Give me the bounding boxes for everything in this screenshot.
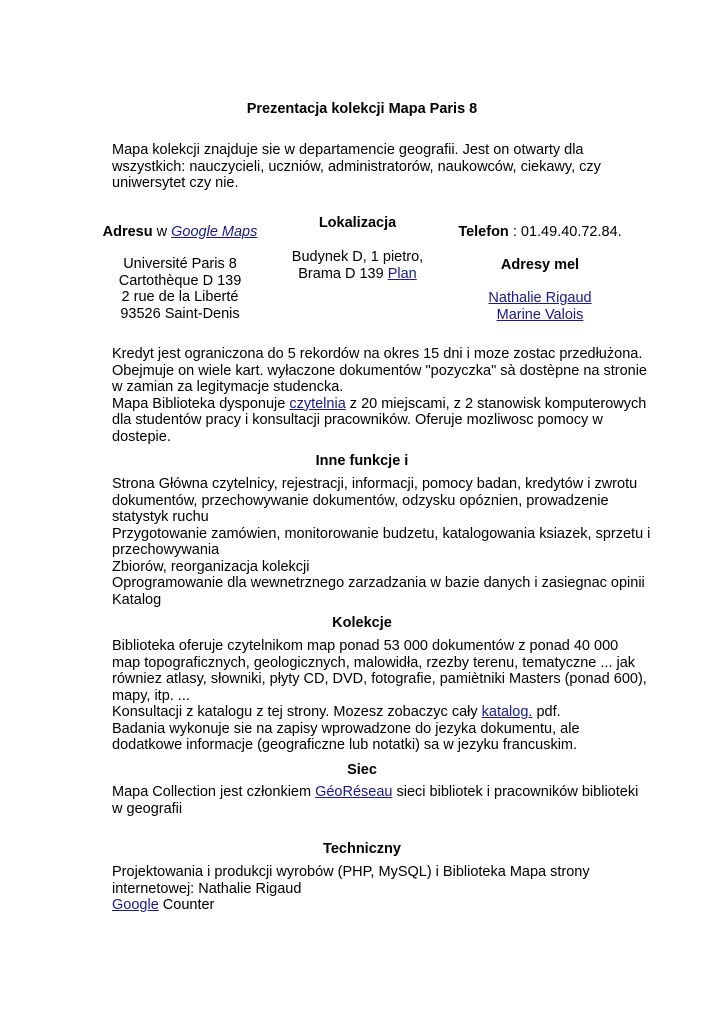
- collections-line: mapy, itp. ...: [112, 687, 190, 704]
- technical-line: Projektowania i produkcji wyrobów (PHP, MySQL) i Biblioteka Mapa strony: [112, 864, 590, 880]
- network-paragraph: [112, 784, 682, 817]
- address-line: Université Paris 8: [123, 256, 237, 272]
- address-heading: [90, 224, 270, 241]
- functions-line: Zbiorów, reorganizacja kolekcji: [112, 558, 310, 575]
- phone-value: : 01.49.40.72.84.: [508, 224, 622, 240]
- network-line: w geografii: [112, 800, 183, 817]
- functions-heading: Inne funkcje i: [315, 453, 409, 469]
- technical-paragraph: [112, 864, 682, 914]
- location-gate: Brama D 139: [298, 265, 388, 282]
- catalog-line: [112, 704, 682, 721]
- loans-line: Obejmuje on wiele kart. wyłaczone dokumentów "pozyczka" sà dostèpne na stronie: [112, 362, 647, 379]
- reading-room-prefix: Mapa Biblioteka dysponuje: [112, 395, 290, 412]
- address-line: 2 rue de la Liberté: [121, 289, 239, 305]
- loans-line: Kredyt jest ograniczona do 5 rekordów na okres 15 dni i moze zostac przedłużona.: [112, 346, 643, 362]
- location-heading: Lokalizacja: [318, 215, 397, 231]
- network-heading: Siec: [347, 762, 377, 778]
- intro-paragraph: Mapa kolekcji znajduje sie w departamencie geografii. Jest on otwarty dla wszystkich: nauczycieli, uczniów, administratorów, naukowców, ciekawy, czy uniwersytet czy nie.: [112, 142, 601, 191]
- address-line: 93526 Saint-Denis: [120, 305, 240, 322]
- google-maps-link[interactable]: Google Maps: [171, 224, 258, 240]
- location-line: Budynek D, 1 pietro,: [291, 249, 424, 265]
- research-line: dodatkowe informacje (geograficzne lub notatki) sa w jezyku francuskim.: [112, 737, 578, 753]
- reading-room-link[interactable]: czytelnia: [289, 395, 346, 412]
- address-line: Cartothèque D 139: [118, 272, 242, 289]
- emails-block: [440, 290, 640, 323]
- location-block: [270, 249, 445, 282]
- functions-line: Strona Główna czytelnicy, rejestracji, informacji, pomocy badan, kredytów i zwrotu: [112, 476, 638, 492]
- email-link-marine-valois[interactable]: Marine Valois: [496, 306, 584, 323]
- collections-line: map topograficznych, geologicznych, malowidła, rzezby terenu, tematyczne ... jak: [112, 654, 636, 671]
- functions-line: Przygotowanie zamówien, monitorowanie budzetu, katalogowania ksiazek, sprzetu i: [112, 525, 651, 542]
- technical-heading: Techniczny: [323, 841, 401, 857]
- counter-suffix: Counter: [158, 897, 215, 913]
- google-link[interactable]: Google: [112, 897, 159, 913]
- functions-line: Katalog: [112, 591, 162, 608]
- collections-heading: Kolekcje: [332, 615, 392, 631]
- address-block: [90, 256, 270, 322]
- loans-line: dostepie.: [112, 428, 171, 445]
- collections-line: Biblioteka oferuje czytelnikom map ponad 53 000 dokumentów z ponad 40 000: [112, 638, 619, 654]
- network-prefix: Mapa Collection jest członkiem: [112, 784, 316, 800]
- phone-line: [440, 224, 640, 241]
- location-line: [270, 266, 445, 283]
- georeseau-link[interactable]: GéoRéseau: [315, 784, 393, 800]
- catalog-prefix: Konsultacji z katalogu z tej strony. Mozesz zobaczyc cały: [112, 704, 482, 720]
- loans-paragraph: [112, 346, 672, 445]
- reading-room-suffix: z 20 miejscami, z 2 stanowisk komputerowych: [345, 395, 647, 412]
- functions-line: Oprogramowanie dla wewnetrznego zarzadzania w bazie danych i zasiegnac opinii: [112, 575, 645, 591]
- email-link-nathalie-rigaud[interactable]: Nathalie Rigaud: [488, 290, 592, 306]
- functions-line: przechowywania: [112, 542, 220, 558]
- emails-heading: Adresy mel: [500, 257, 580, 273]
- research-line: Badania wykonuje sie na zapisy wprowadzone do jezyka dokumentu, ale: [112, 720, 580, 737]
- catalog-link[interactable]: katalog.: [481, 704, 533, 720]
- functions-list: [112, 476, 682, 608]
- plan-link[interactable]: Plan: [387, 265, 417, 282]
- collections-paragraph: [112, 638, 682, 754]
- address-connector: w: [152, 224, 172, 240]
- catalog-suffix: pdf.: [532, 704, 561, 720]
- network-suffix: sieci bibliotek i pracowników biblioteki: [392, 784, 639, 800]
- loans-line: [112, 396, 672, 413]
- phone-label: Telefon: [458, 224, 509, 240]
- page-title: Prezentacja kolekcji Mapa Paris 8: [246, 101, 478, 117]
- loans-line: w zamian za legitymacje studencka.: [112, 379, 344, 395]
- technical-line: internetowej: Nathalie Rigaud: [112, 880, 302, 897]
- counter-line: [112, 897, 682, 914]
- functions-line: dokumentów, przechowywanie dokumentów, odzysku opóznien, prowadzenie: [112, 492, 609, 509]
- loans-line: dla studentów pracy i konsultacji pracowników. Oferuje mozliwosc pomocy w: [112, 412, 603, 428]
- collections-line: równiez atlasy, słowniki, płyty CD, DVD, fotografie, pamiètniki Masters (ponad 600),: [112, 671, 647, 687]
- address-label: Adresu: [102, 224, 153, 240]
- network-line: [112, 784, 682, 801]
- functions-line: statystyk ruchu: [112, 509, 209, 525]
